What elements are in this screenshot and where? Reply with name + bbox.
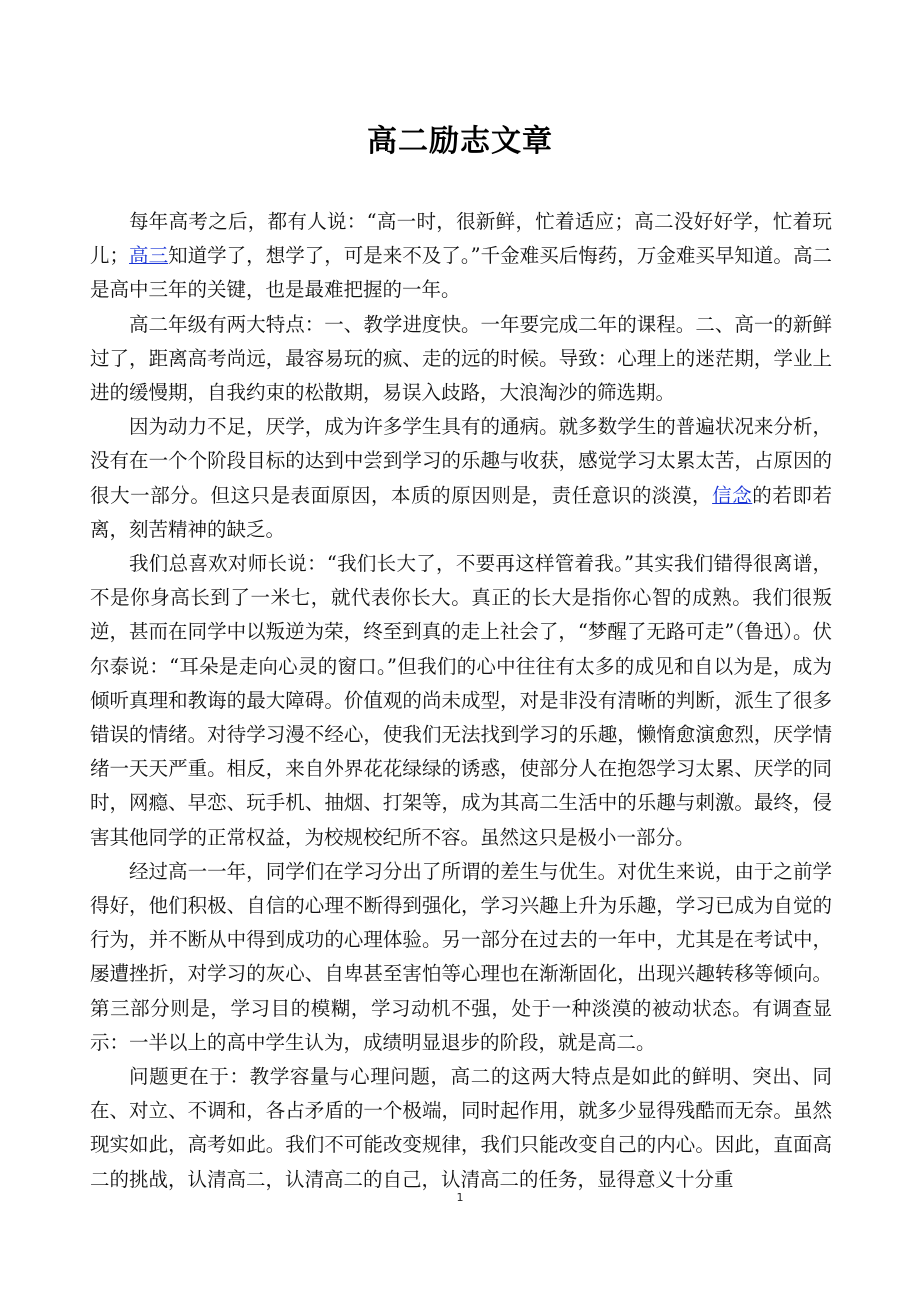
link-gaosan[interactable]: 高三: [129, 244, 169, 268]
page-number: 1: [456, 1191, 464, 1204]
paragraph-5: 经过高一一年，同学们在学习分出了所谓的差生与优生。对优生来说，由于之前学得好，他们积极、自信的心理不断得到强化，学习兴趣上升为乐趣，学习已成为自觉的行为，并不断从中得到成功的心理体验。另一部分在过去的一年中，尤其是在考试中，屡遭挫折，对学习的灰心、自卑甚至害怕等心理也在渐渐固化，出现兴趣转移等倾向。第三部分则是，学习目的模糊，学习动机不强，处于一种淡漠的被动状态。有调查显示：一半以上的高中学生认为，成绩明显退步的阶段，就是高二。: [90, 859, 832, 1054]
paragraph-text: 每年高考之后，都有人说：“高一时，很新鲜，忙着适应；高二没好好学，忙着玩儿；: [90, 210, 832, 268]
paragraph-text: 知道学了，想学了，可是来不及了。”千金难买后悔药，万金难买早知道。高二是高中三年的关键，也是最难把握的一年。: [90, 244, 832, 302]
paragraph-text: 因为动力不足，厌学，成为许多学生具有的通病。就多数学生的普遍状况来分析，没有在一个个阶段目标的达到中尝到学习的乐趣与收获，感觉学习太累太苦，占原因的很大一部分。但这只是表面原因，本质的原因则是，责任意识的淡漠，: [90, 415, 832, 507]
paragraph-1: [90, 205, 832, 308]
paragraph-text: 的若即若离，刻苦精神的缺乏。: [90, 483, 832, 541]
paragraph-4: 我们总喜欢对师长说：“我们长大了，不要再这样管着我。”其实我们错得很离谱，不是你身高长到了一米七，就代表你长大。真正的长大是指你心智的成熟。我们很叛逆，甚而在同学中以叛逆为荣，终至到真的走上社会了，“梦醒了无路可走”（鲁迅）。伏尔泰说：“耳朵是走向心灵的窗口。”但我们的心中往往有太多的成见和自以为是，成为倾听真理和教诲的最大障碍。价值观的尚未成型，对是非没有清晰的判断，派生了很多错误的情绪。对待学习漫不经心，使我们无法找到学习的乐趣，懒惰愈演愈烈，厌学情绪一天天严重。相反，来自外界花花绿绿的诱惑，使部分人在抱怨学习太累、厌学的同时，网瘾、早恋、玩手机、抽烟、打架等，成为其高二生活中的乐趣与刺激。最终，侵害其他同学的正常权益，为校规校纪所不容。虽然这只是极小一部分。: [90, 552, 832, 849]
document-title: 高二励志文章: [367, 124, 553, 159]
paragraph-6: 问题更在于：教学容量与心理问题，高二的这两大特点是如此的鲜明、突出、同在、对立、不调和，各占矛盾的一个极端，同时起作用，就多少显得残酷而无奈。虽然现实如此，高考如此。我们不可能改变规律，我们只能改变自己的内心。因此，直面高二的挑战，认清高二，认清高二的自己，认清高二的任务，显得意义十分重: [90, 1065, 832, 1191]
link-xinnian[interactable]: 信念: [712, 483, 753, 507]
paragraph-3: [90, 410, 832, 547]
document-body: [90, 205, 832, 1197]
paragraph-2: 高二年级有两大特点：一、教学进度快。一年要完成二年的课程。二、高一的新鲜过了，距离高考尚远，最容易玩的疯、走的远的时候。导致：心理上的迷茫期，学业上进的缓慢期，自我约束的松散期，易误入歧路，大浪淘沙的筛选期。: [90, 312, 832, 405]
